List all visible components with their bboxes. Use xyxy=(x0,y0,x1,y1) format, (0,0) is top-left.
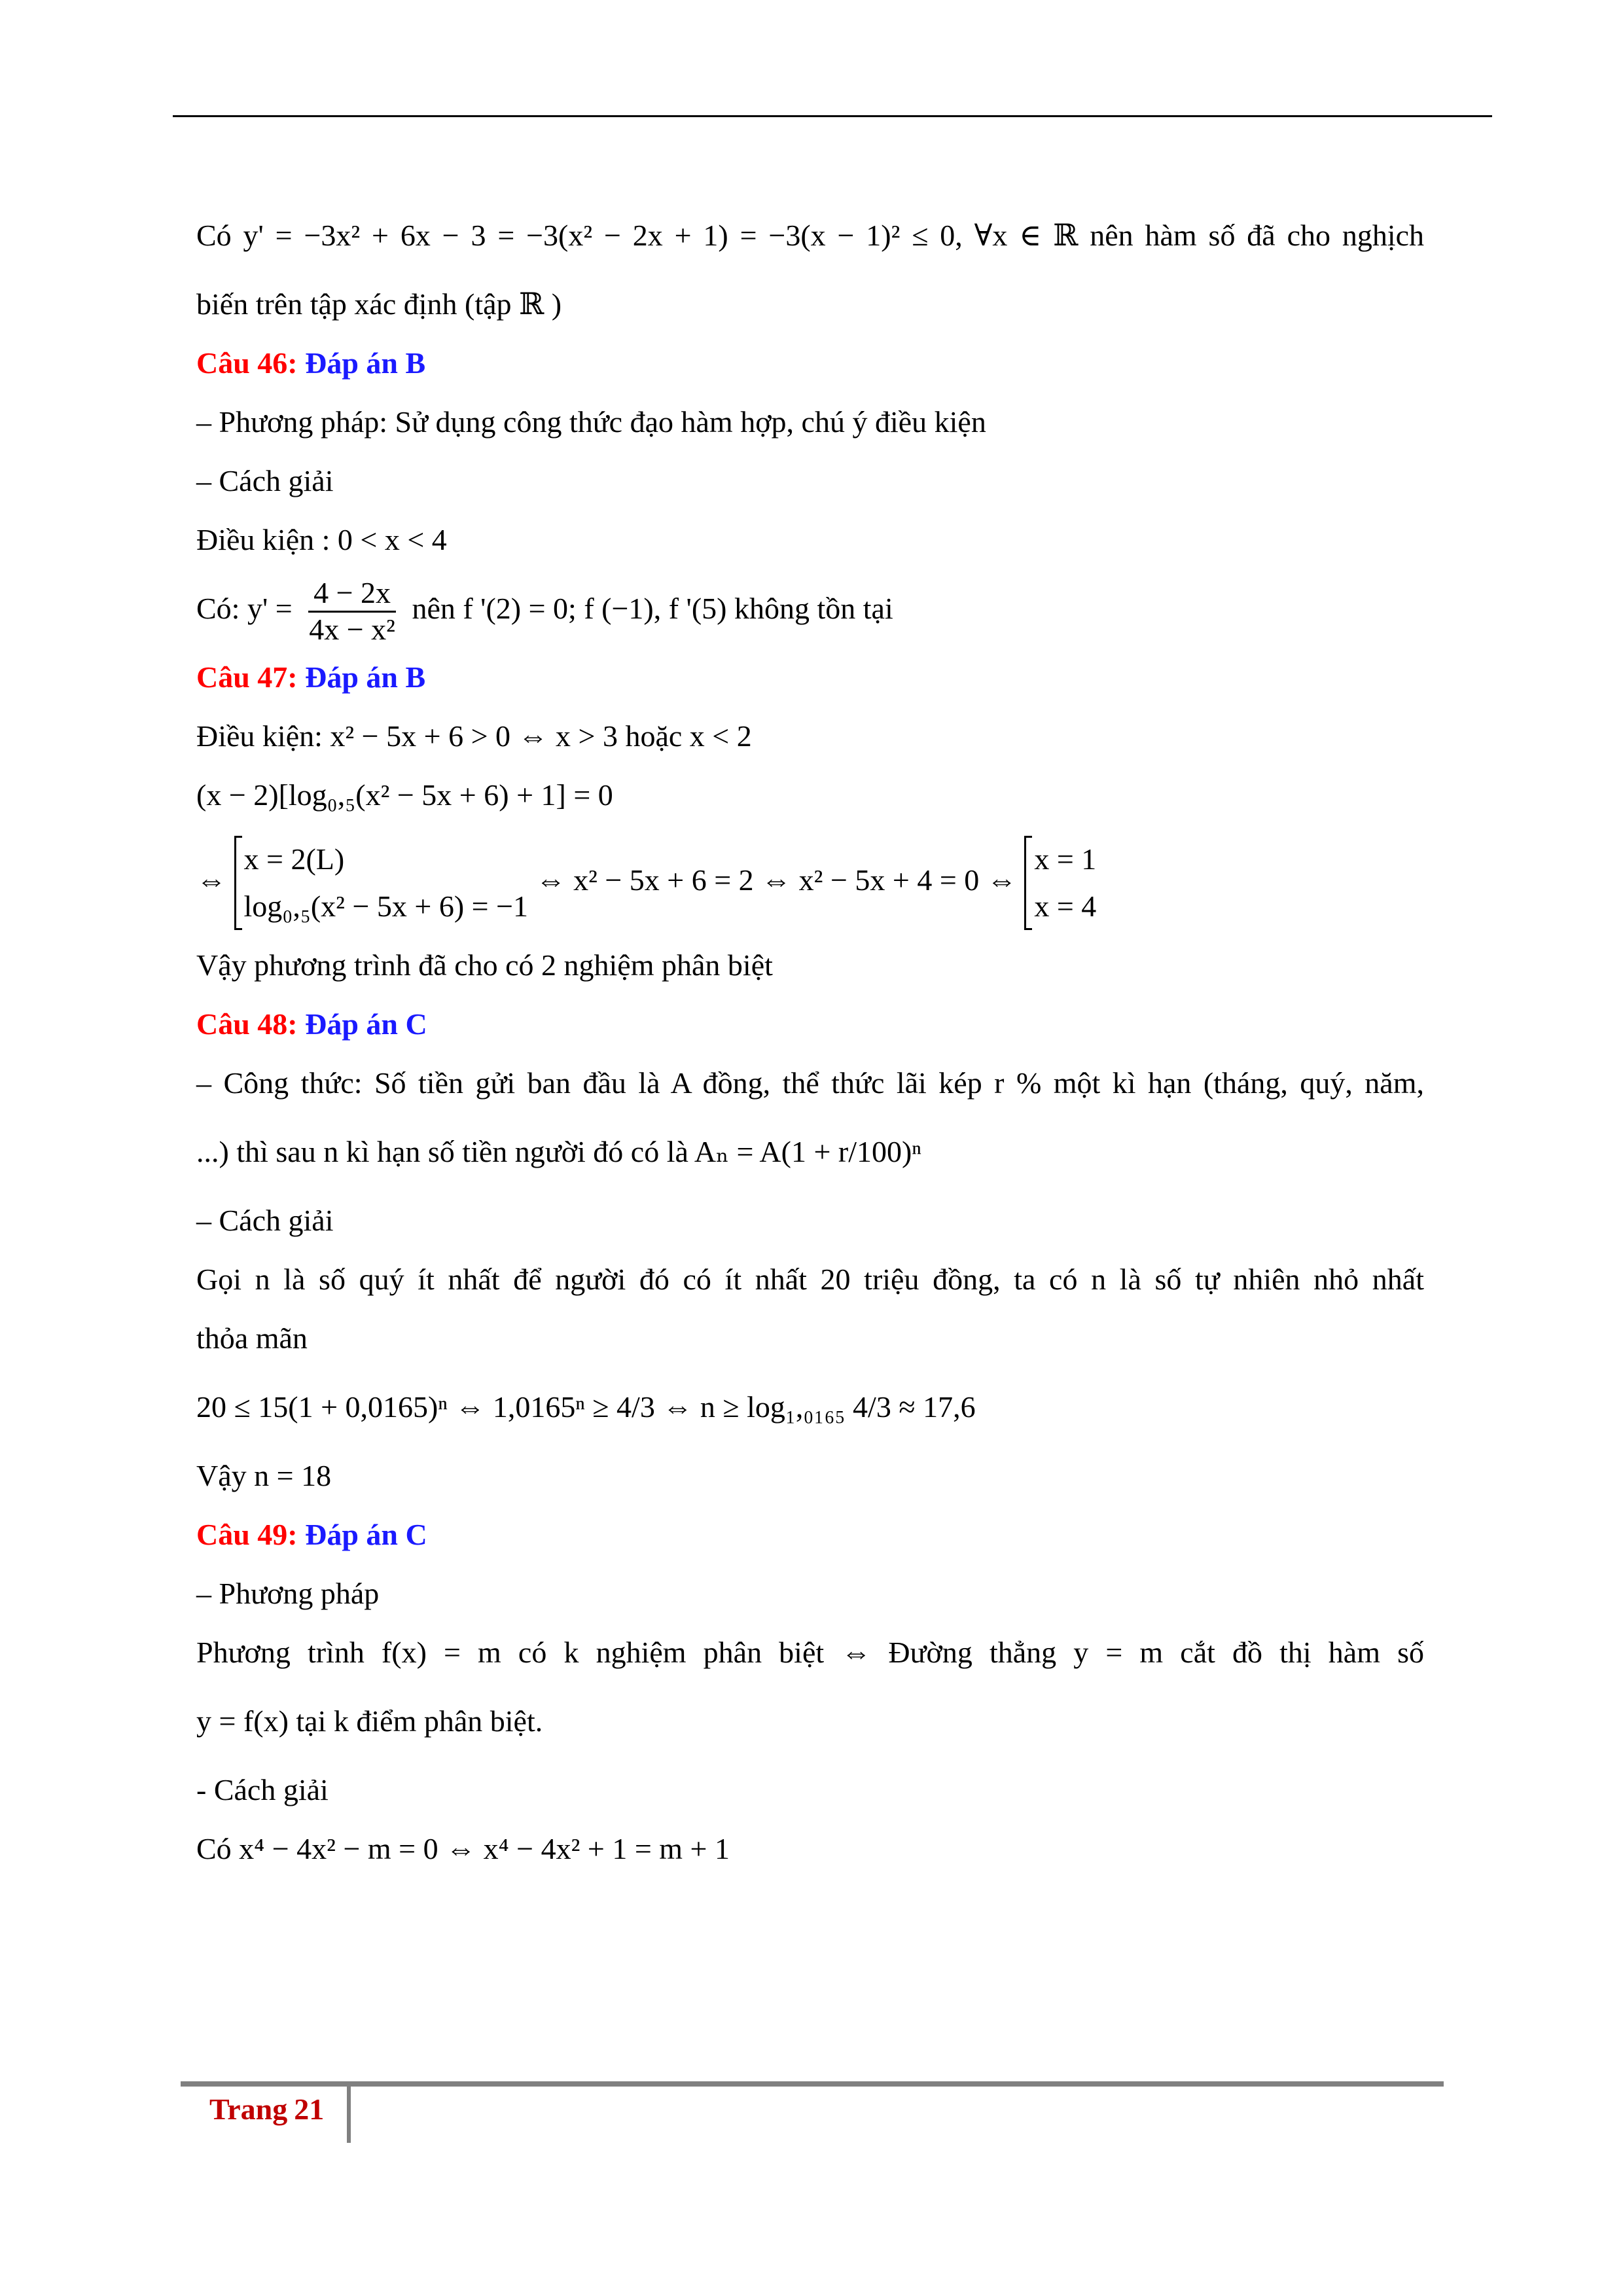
page-body xyxy=(196,196,1424,1878)
q49-method-label: – Phương pháp xyxy=(196,1577,380,1610)
q47-equation: (x − 2)[log₀,₅(x² − 5x + 6) + 1] = 0 xyxy=(196,778,613,812)
q46-condition: Điều kiện : 0 < x < 4 xyxy=(196,523,447,556)
q46-derivative: Có: y' = $\frac{4 - 2x}{\text{4x − x²}}$ nên f '(2) = 0; f (−1), f '(5) không tồn tại xyxy=(196,576,893,646)
q48-setup: Gọi n là số quý ít nhất để người đó có ít nhất 20 triệu đồng, ta có n là số tự nhiên nhỏ nhất xyxy=(196,1263,1424,1296)
q46-method: – Phương pháp: Sử dụng công thức đạo hàm hợp, chú ý điều kiện xyxy=(196,405,986,439)
q48-inequality: 20 ≤ 15(1 + 0,0165)ⁿ ⇔ 1,0165ⁿ ≥ 4/3 ⇔ n ≥ log₁,₀₁₆₅ 4/3 ≈ 17,6 xyxy=(196,1390,976,1424)
q49-solution-label: - Cách giải xyxy=(196,1773,329,1806)
q48-heading: Câu 48: Đáp án C xyxy=(196,1007,427,1041)
q47-heading: Câu 47: Đáp án B xyxy=(196,660,426,694)
derivative-formula: y' = −3x² + 6x − 3 = −3(x² − 2x + 1) = −3(x − 1)² ≤ 0, ∀x ∈ ℝ xyxy=(243,219,1079,252)
q49-method-cont: y = f(x) tại k điểm phân biệt. xyxy=(196,1704,543,1738)
q48-formula-text: – Công thức: Số tiền gửi ban đầu là A đồng, thể thức lãi kép r % một kì hạn (tháng, quý, năm, xyxy=(196,1066,1424,1100)
q49-heading: Câu 49: Đáp án C xyxy=(196,1518,427,1551)
q47-roots-bracket: x = 1 x = 4 xyxy=(1024,836,1096,930)
q47-condition: Điều kiện: x² − 5x + 6 > 0 ⇔ x > 3 hoặc x < 2 xyxy=(196,719,752,753)
q48-solution-label: – Cách giải xyxy=(196,1204,334,1237)
q47-conclusion: Vậy phương trình đã cho có 2 nghiệm phân biệt xyxy=(196,948,773,982)
derivative-line: Có y' = −3x² + 6x − 3 = −3(x² − 2x + 1) = −3(x − 1)² ≤ 0, ∀x ∈ ℝ nên hàm số đã cho nghịch xyxy=(196,219,1425,252)
q48-formula-line: ...) thì sau n kì hạn số tiền người đó có là Aₙ = A(1 + r/100)ⁿ xyxy=(196,1135,921,1168)
q48-result: Vậy n = 18 xyxy=(196,1459,332,1492)
header-rule xyxy=(173,115,1492,117)
q46-heading: Câu 46: Đáp án B xyxy=(196,346,426,380)
footer-divider xyxy=(347,2087,351,2143)
q47-system: ⇔ x = 2(L) log₀,₅(x² − 5x + 6) = −1 ⇔ x² − 5x + 6 = 2 ⇔ x² − 5x + 4 = 0 ⇔ x = 1 x = 4 xyxy=(196,825,1424,936)
q46-solution-label: – Cách giải xyxy=(196,464,334,497)
q49-method: Phương trình f(x) = m có k nghiệm phân biệt ⇔ Đường thẳng y = m cắt đồ thị hàm số xyxy=(196,1636,1424,1669)
q47-case-bracket: x = 2(L) log₀,₅(x² − 5x + 6) = −1 xyxy=(234,836,529,930)
derivative-conclusion: biến trên tập xác định (tập ℝ ) xyxy=(196,287,562,321)
footer-rule xyxy=(181,2081,1444,2087)
q46-fraction: $\frac{4 - 2x}{\text{4x − x²}}$ xyxy=(309,576,395,646)
q49-equation: Có x⁴ − 4x² − m = 0 ⇔ x⁴ − 4x² + 1 = m + 1 xyxy=(196,1832,730,1865)
compound-interest-formula: Aₙ = A(1 + r/100)ⁿ xyxy=(694,1135,921,1168)
page-number: Trang 21 xyxy=(209,2092,325,2126)
q48-setup-cont: thỏa mãn xyxy=(196,1321,308,1355)
